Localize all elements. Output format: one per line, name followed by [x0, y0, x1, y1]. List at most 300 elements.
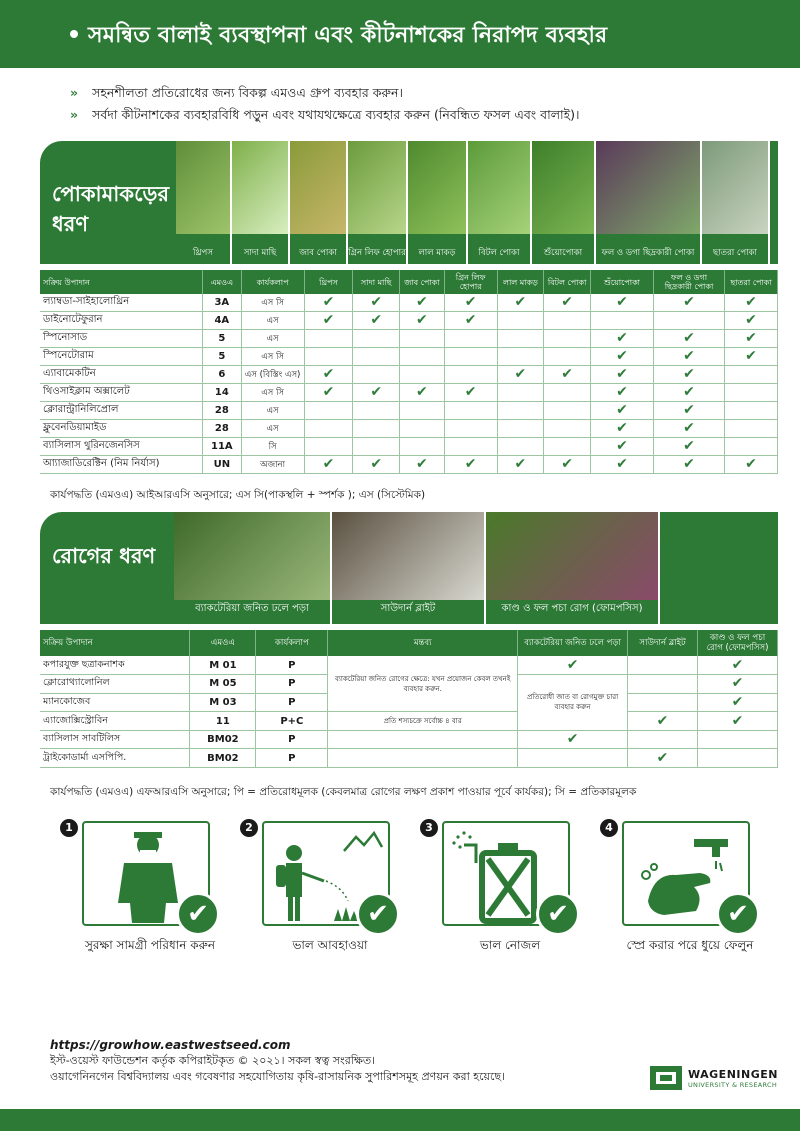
disease-thumbnail-label: কাণ্ড ও ফল পচা রোগ (ফোমপসিস) — [501, 603, 643, 614]
table-cell — [591, 312, 654, 330]
table-cell: এস — [241, 402, 304, 420]
table-cell: এস সি — [241, 348, 304, 366]
table-cell — [653, 330, 724, 348]
table-cell: ব্যাকটেরিয়া জনিত রোগের ক্ষেত্রে: যখন প্রয়োজন কেবল তখনই ব্যবহার করুন. — [328, 656, 518, 712]
table-cell: M 03 — [190, 693, 256, 712]
pest-photo — [702, 141, 768, 234]
table-row — [40, 312, 778, 330]
pest-col-header: কার্যকলাপ — [241, 270, 304, 294]
table-row — [40, 348, 778, 366]
table-cell: 11 — [190, 712, 256, 731]
table-cell: 28 — [203, 420, 242, 438]
check-icon: ✔ — [322, 384, 335, 400]
disease-thumbnail-label: ব্যাকটেরিয়া জনিত ঢলে পড়া — [195, 603, 309, 614]
table-row — [40, 420, 778, 438]
check-icon: ✔ — [656, 749, 669, 766]
table-cell — [591, 330, 654, 348]
table-cell — [544, 348, 591, 366]
website-link[interactable]: https://growhow.eastwestseed.com — [50, 1038, 291, 1052]
check-icon: ✔ — [683, 366, 695, 382]
check-icon: ✔ — [616, 366, 628, 382]
pest-thumbnail-label: সাদা মাছি — [243, 248, 277, 258]
table-cell — [544, 402, 591, 420]
table-cell — [444, 438, 497, 456]
check-icon: ✔ — [683, 330, 695, 346]
table-cell — [353, 312, 400, 330]
disease-thumbnail — [486, 512, 660, 624]
table-cell: 5 — [203, 348, 242, 366]
pest-photo — [596, 141, 700, 234]
disease-photo — [174, 512, 330, 600]
disease-thumbnail-label: সাউদার্ন ব্লাইট — [380, 603, 436, 614]
table-cell — [591, 402, 654, 420]
table-cell: BM02 — [190, 749, 256, 768]
table-cell: 28 — [203, 402, 242, 420]
table-cell — [353, 456, 400, 474]
check-icon: ✔ — [745, 348, 757, 364]
weather-spray-icon — [262, 821, 390, 929]
table-cell: P — [256, 749, 328, 768]
credit-text: ওয়াগেনিনগেন বিশ্ববিদ্যালয় এবং গবেষণার সহযোগিতায় কৃষি-রাসায়নিক সুপারিশসমূহ প্রণয়ন করা হয়েছে। — [50, 1070, 505, 1083]
table-cell: 5 — [203, 330, 242, 348]
check-icon: ✔ — [416, 294, 428, 310]
pest-thumbnail-label: শুঁয়োপোকা — [543, 248, 583, 258]
step-number: 3 — [420, 819, 438, 837]
table-cell — [353, 330, 400, 348]
table-cell: P — [256, 675, 328, 694]
check-icon: ✔ — [566, 656, 579, 673]
table-cell: এস সি — [241, 294, 304, 312]
table-cell — [725, 402, 778, 420]
table-cell — [698, 749, 778, 768]
table-cell — [497, 366, 544, 384]
table-cell — [725, 384, 778, 402]
table-cell — [497, 312, 544, 330]
tip-item: » সহনশীলতা প্রতিরোধের জন্য বিকল্প এমওএ গ্রুপ ব্যবহার করুন। — [70, 85, 403, 100]
disease-photo — [486, 512, 658, 600]
table-cell — [444, 330, 497, 348]
pest-photo — [468, 141, 530, 234]
table-cell — [591, 420, 654, 438]
check-icon: ✔ — [616, 402, 628, 418]
pest-table — [40, 270, 778, 474]
check-icon: ✔ — [616, 438, 628, 454]
table-cell — [444, 420, 497, 438]
pest-thumbnail-label: জাব পোকা — [299, 248, 337, 258]
pest-col-header: সক্রিয় উপাদান — [40, 270, 203, 294]
pest-col-header: সাদা মাছি — [353, 270, 400, 294]
table-cell: 3A — [203, 294, 242, 312]
pest-thumbnail — [468, 141, 532, 264]
table-row — [40, 330, 778, 348]
disease-thumbnail — [332, 512, 486, 624]
table-row — [40, 366, 778, 384]
ppe-icon — [82, 821, 210, 929]
pest-thumbnails — [176, 141, 770, 264]
table-cell — [497, 294, 544, 312]
check-icon: ✔ — [716, 892, 760, 936]
table-cell — [328, 730, 518, 749]
check-icon: ✔ — [370, 384, 383, 400]
table-row — [40, 438, 778, 456]
table-cell — [497, 330, 544, 348]
table-cell: ফ্লুবেনডিয়ামাইড — [40, 420, 203, 438]
table-cell: ক্লোরোথ্যালোনিল — [40, 675, 190, 694]
table-cell — [304, 402, 353, 420]
table-cell: থিওসাইক্লাম অক্সালেট — [40, 384, 203, 402]
pest-thumbnail — [232, 141, 290, 264]
table-cell — [698, 730, 778, 749]
table-cell — [725, 330, 778, 348]
table-cell: এস — [241, 420, 304, 438]
table-cell — [725, 438, 778, 456]
pest-photo — [348, 141, 406, 234]
pest-thumbnail-label: গ্রিন লিফ হোপার — [348, 248, 406, 258]
table-cell: ক্লোরান্ট্রানিলিপ্রোল — [40, 402, 203, 420]
table-cell: P+C — [256, 712, 328, 731]
pest-photo — [290, 141, 346, 234]
table-cell — [400, 420, 445, 438]
table-cell: এস সি — [241, 384, 304, 402]
table-cell — [304, 348, 353, 366]
check-icon: ✔ — [464, 294, 477, 310]
check-icon: ✔ — [370, 294, 383, 310]
table-cell — [444, 402, 497, 420]
check-icon: ✔ — [322, 294, 335, 310]
pest-col-header: ফল ও ডগা ছিদ্রকারী পোকা — [653, 270, 724, 294]
pest-col-header: লাল মাকড় — [497, 270, 544, 294]
table-cell: সি — [241, 438, 304, 456]
check-icon: ✔ — [731, 712, 744, 729]
table-cell — [353, 294, 400, 312]
table-cell — [353, 420, 400, 438]
table-cell — [353, 384, 400, 402]
table-cell — [653, 402, 724, 420]
table-cell: প্রতি শস্যচক্রে সর্বোচ্চ ৪ বার — [328, 712, 518, 731]
table-row — [40, 712, 778, 731]
pest-heading: পোকামাকড়ের ধরণ — [52, 182, 170, 236]
disease-thumbnail — [174, 512, 332, 624]
pest-col-header: শুঁয়োপোকা — [591, 270, 654, 294]
disease-note: কার্যপদ্ধতি (এমওএ) এফআরএসি অনুসারে; পি = প্রতিরোধমূলক (কেবলমাত্র রোগের লক্ষণ প্রকাশ পাওয়ার পূর্বে কার্যকর); সি = প্রতিকারমূলক — [50, 786, 637, 798]
pest-thumbnail — [176, 141, 232, 264]
table-cell — [304, 330, 353, 348]
pest-photo — [532, 141, 594, 234]
check-icon: ✔ — [616, 330, 628, 346]
table-cell — [304, 366, 353, 384]
table-cell — [400, 384, 445, 402]
tips-list — [70, 82, 780, 126]
disease-col-header: মন্তব্য — [328, 630, 518, 656]
table-cell — [591, 456, 654, 474]
disease-header — [40, 512, 778, 624]
table-cell — [725, 294, 778, 312]
check-icon: ✔ — [745, 456, 757, 472]
check-icon: ✔ — [536, 892, 580, 936]
pest-col-header: গ্রিন লিফ হোপার — [444, 270, 497, 294]
table-cell: M 05 — [190, 675, 256, 694]
check-icon: ✔ — [683, 402, 695, 418]
pest-thumbnail-label: থ্রিপস — [193, 248, 213, 258]
table-cell — [544, 456, 591, 474]
pest-photo — [408, 141, 466, 234]
check-icon: ✔ — [683, 348, 695, 364]
table-cell — [444, 456, 497, 474]
pest-thumbnail-label: লাল মাকড় — [418, 248, 456, 258]
check-icon: ✔ — [322, 456, 335, 472]
pest-photo — [232, 141, 288, 234]
disease-thumbnails — [174, 512, 660, 624]
table-cell: 14 — [203, 384, 242, 402]
table-cell — [544, 330, 591, 348]
title-banner — [0, 0, 800, 68]
table-cell — [653, 438, 724, 456]
check-icon: ✔ — [731, 656, 744, 673]
table-row — [40, 294, 778, 312]
pest-col-header: এমওএ — [203, 270, 242, 294]
sprayer-tank-icon — [442, 821, 570, 929]
table-cell — [544, 294, 591, 312]
table-cell — [518, 749, 628, 768]
table-cell: 11A — [203, 438, 242, 456]
table-cell: ব্যাসিলাস সাবটিলিস — [40, 730, 190, 749]
logo-sub: UNIVERSITY & RESEARCH — [688, 1081, 778, 1089]
table-row — [40, 656, 778, 675]
check-icon: ✔ — [514, 456, 527, 472]
check-icon: ✔ — [464, 312, 477, 328]
pest-col-header: বিটল পোকা — [544, 270, 591, 294]
check-icon: ✔ — [566, 731, 579, 748]
table-cell — [444, 312, 497, 330]
check-icon: ✔ — [561, 294, 573, 310]
pest-thumbnail — [532, 141, 596, 264]
table-cell: 6 — [203, 366, 242, 384]
footer — [50, 1037, 505, 1085]
table-cell — [653, 384, 724, 402]
table-cell — [400, 312, 445, 330]
table-cell — [591, 348, 654, 366]
table-cell — [400, 348, 445, 366]
table-cell — [653, 312, 724, 330]
table-cell: এ্যাজোক্সিস্ট্রোবিন — [40, 712, 190, 731]
table-cell: P — [256, 730, 328, 749]
check-icon: ✔ — [683, 438, 695, 454]
table-cell — [628, 656, 698, 675]
table-cell — [304, 312, 353, 330]
table-cell: এস — [241, 312, 304, 330]
table-cell: কপারযুক্ত ছত্রাকনাশক — [40, 656, 190, 675]
check-icon: ✔ — [322, 312, 335, 328]
check-icon: ✔ — [616, 294, 628, 310]
table-cell: P — [256, 693, 328, 712]
table-cell — [444, 384, 497, 402]
disease-table — [40, 630, 778, 768]
pest-thumbnail-label: ফল ও ডগা ছিদ্রকারী পোকা — [601, 248, 695, 258]
pest-col-header: ছাতরা পোকা — [725, 270, 778, 294]
table-cell: স্পিনেটোরাম — [40, 348, 203, 366]
table-cell — [628, 712, 698, 731]
table-cell: M 01 — [190, 656, 256, 675]
table-cell — [400, 294, 445, 312]
table-cell — [304, 420, 353, 438]
table-cell — [653, 294, 724, 312]
check-icon: ✔ — [416, 384, 428, 400]
check-icon: ✔ — [416, 456, 428, 472]
safety-label: সুরক্ষা সামগ্রী পরিধান করুন — [85, 938, 215, 952]
safety-section — [0, 815, 800, 965]
logo-name: WAGENINGEN — [688, 1068, 778, 1081]
table-row — [40, 456, 778, 474]
table-cell — [400, 330, 445, 348]
table-cell — [497, 438, 544, 456]
table-cell — [497, 384, 544, 402]
copyright-text: ইস্ট-ওয়েস্ট ফাউন্ডেশন কর্তৃক কপিরাইটকৃত © ২০২১। সকল স্বত্ব সংরক্ষিত। — [50, 1054, 376, 1067]
check-icon: ✔ — [514, 294, 527, 310]
table-cell — [591, 366, 654, 384]
table-cell — [698, 712, 778, 731]
table-cell: স্পিনোসাড — [40, 330, 203, 348]
table-row — [40, 730, 778, 749]
check-icon: ✔ — [616, 348, 628, 364]
table-row — [40, 749, 778, 768]
table-row — [40, 402, 778, 420]
check-icon: ✔ — [656, 712, 669, 729]
pest-thumbnail — [702, 141, 770, 264]
table-cell: ডাইনোটেফুরান — [40, 312, 203, 330]
table-cell — [400, 366, 445, 384]
check-icon: ✔ — [745, 312, 757, 328]
table-cell: 4A — [203, 312, 242, 330]
pest-col-header: জাব পোকা — [400, 270, 445, 294]
check-icon: ✔ — [683, 384, 695, 400]
table-cell — [328, 749, 518, 768]
safety-label: ভাল আবহাওয়া — [292, 938, 368, 952]
check-icon: ✔ — [616, 384, 628, 400]
disease-col-header: কাণ্ড ও ফল পচা রোগ (ফোমপসিস) — [698, 630, 778, 656]
table-cell: ট্রাইকোডার্মা এসপিপি. — [40, 749, 190, 768]
table-cell — [304, 294, 353, 312]
table-cell — [304, 438, 353, 456]
table-cell: এস (বিস্তিং এস) — [241, 366, 304, 384]
disease-col-header: ব্যাকটেরিয়া জনিত ঢলে পড়া — [518, 630, 628, 656]
pest-col-header: থ্রিপস — [304, 270, 353, 294]
table-cell — [591, 384, 654, 402]
table-cell — [444, 348, 497, 366]
tip-item: » সর্বদা কীটনাশকের ব্যবহারবিধি পড়ুন এবং যথাযথক্ষেত্রে ব্যবহার করুন (নিবন্ধিত ফসল এবং বালাই)। — [70, 107, 580, 122]
table-cell — [544, 366, 591, 384]
disease-heading: রোগের ধরণ — [52, 544, 156, 568]
step-number: 4 — [600, 819, 618, 837]
table-cell — [725, 420, 778, 438]
table-cell — [725, 312, 778, 330]
table-cell — [653, 348, 724, 366]
table-cell: অজানা — [241, 456, 304, 474]
check-icon: ✔ — [616, 420, 628, 436]
check-icon: ✔ — [416, 312, 428, 328]
table-cell — [497, 402, 544, 420]
table-cell: P — [256, 656, 328, 675]
hand-wash-icon — [622, 821, 750, 929]
table-cell — [591, 294, 654, 312]
pest-thumbnail-label: ছাতরা পোকা — [713, 248, 757, 258]
table-cell: প্রতিরোধী জাত বা রোগমুক্ত চারা ব্যবহার করুন — [518, 675, 628, 731]
check-icon: ✔ — [683, 420, 695, 436]
table-cell: আ্যাজাডিরেক্টিন (নিম নির্যাস) — [40, 456, 203, 474]
table-cell — [628, 693, 698, 712]
table-cell — [544, 384, 591, 402]
check-icon: ✔ — [745, 330, 757, 346]
table-cell — [353, 402, 400, 420]
check-icon: ✔ — [356, 892, 400, 936]
check-icon: ✔ — [514, 366, 527, 382]
tip-marker-icon: » — [70, 85, 79, 100]
table-cell — [497, 348, 544, 366]
page-title: সমন্বিত বালাই ব্যবস্থাপনা এবং কীটনাশকের নিরাপদ ব্যবহার — [88, 23, 608, 48]
pest-thumbnail — [408, 141, 468, 264]
table-cell — [497, 420, 544, 438]
table-cell — [497, 456, 544, 474]
wageningen-logo — [650, 1066, 790, 1092]
check-icon: ✔ — [731, 693, 744, 710]
disease-col-header: কার্যকলাপ — [256, 630, 328, 656]
check-icon: ✔ — [561, 456, 573, 472]
table-cell — [653, 456, 724, 474]
table-cell — [544, 420, 591, 438]
pest-thumbnail — [290, 141, 348, 264]
pest-thumbnail — [596, 141, 702, 264]
table-cell — [725, 348, 778, 366]
disease-photo — [332, 512, 484, 600]
table-cell: BM02 — [190, 730, 256, 749]
table-cell — [653, 366, 724, 384]
table-cell — [304, 456, 353, 474]
table-cell: UN — [203, 456, 242, 474]
table-cell — [591, 438, 654, 456]
disease-col-header: সাউদার্ন ব্লাইট — [628, 630, 698, 656]
disease-col-header: এমওএ — [190, 630, 256, 656]
table-cell: ব্যাসিলাস থুরিনজেনসিস — [40, 438, 203, 456]
table-cell: ম্যানকোজেব — [40, 693, 190, 712]
table-cell — [698, 693, 778, 712]
table-cell — [698, 656, 778, 675]
pest-thumbnail — [348, 141, 408, 264]
safety-label: স্প্রে করার পরে ধুয়ে ফেলুন — [626, 938, 754, 952]
safety-label: ভাল নোজল — [479, 938, 541, 952]
check-icon: ✔ — [370, 312, 383, 328]
table-cell: এ্যাবামেকটিন — [40, 366, 203, 384]
table-cell — [518, 656, 628, 675]
check-icon: ✔ — [683, 456, 695, 472]
table-cell: এস — [241, 330, 304, 348]
table-cell — [725, 456, 778, 474]
table-cell — [444, 366, 497, 384]
table-cell — [544, 312, 591, 330]
table-cell — [304, 384, 353, 402]
disease-col-header: সক্রিয় উপাদান — [40, 630, 190, 656]
table-cell — [400, 438, 445, 456]
check-icon: ✔ — [464, 384, 477, 400]
check-icon: ✔ — [745, 294, 757, 310]
table-cell — [518, 730, 628, 749]
bottom-bar — [0, 1109, 800, 1131]
step-number: 1 — [60, 819, 78, 837]
check-icon: ✔ — [322, 366, 335, 382]
pest-note: কার্যপদ্ধতি (এমওএ) আইআরএসি অনুসারে; এস সি(পাকস্থলি + স্পর্শক ); এস (সিস্টেমিক) — [50, 489, 426, 501]
table-row — [40, 384, 778, 402]
table-cell — [628, 730, 698, 749]
table-cell — [628, 749, 698, 768]
table-cell — [628, 675, 698, 694]
